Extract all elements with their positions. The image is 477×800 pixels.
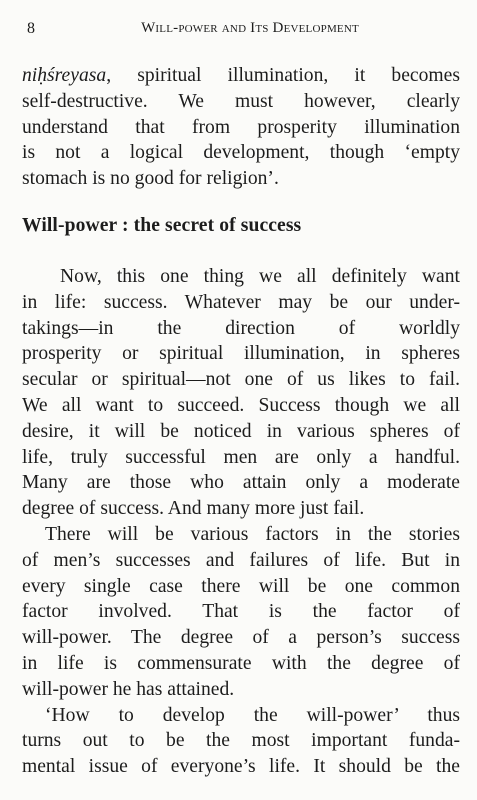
text-line: is not a logical development, though ‘empty: [22, 142, 460, 164]
text-line: in life is commensurate with the degree of: [22, 652, 460, 674]
text-line: in life: success. Whatever may be our under-: [22, 291, 460, 313]
page-number: 8: [27, 20, 36, 37]
text-line: desire, it will be noticed in various spheres of: [22, 420, 460, 442]
text-line-rest: , spiritual illumination, it becomes: [106, 65, 460, 86]
text-line: mental issue of everyone’s life. It should be the: [22, 756, 460, 778]
text-line: secular or spiritual—not one of us likes to fail.: [22, 369, 460, 391]
running-head: [27, 20, 457, 40]
text-line: We all want to succeed. Success though we all: [22, 394, 460, 416]
text-line: Now, this one thing we all definitely want: [60, 266, 460, 287]
text-line: understand that from prosperity illumination: [22, 116, 460, 138]
paragraph-3: [22, 703, 460, 780]
text-line: life, truly successful men are only a handful.: [22, 446, 460, 468]
paragraph-1: [22, 264, 460, 522]
section-heading: Will-power : the secret of success: [22, 215, 302, 236]
opening-paragraph: [22, 63, 460, 192]
text-line: factor involved. That is the factor of: [22, 601, 460, 623]
text-line: Many are those who attain only a moderate: [22, 472, 460, 494]
body-paragraphs: [22, 264, 460, 780]
running-title: Will-power and Its Development: [141, 20, 359, 36]
text-line: [22, 63, 460, 89]
text-line: of men’s successes and failures of life. But in: [22, 549, 460, 571]
text-line: stomach is no good for religion’.: [22, 168, 279, 190]
text-line: ‘How to develop the will-power’ thus: [45, 704, 460, 726]
text-line: takings—in the direction of worldly: [22, 317, 460, 339]
paragraph-2: [22, 522, 460, 703]
text-line: will-power he has attained.: [22, 678, 235, 700]
text-line: turns out to be the most important funda-: [22, 730, 460, 752]
text-line: every single case there will be one common: [22, 575, 460, 597]
italic-term: niḥśreyasa: [22, 65, 107, 86]
text-line: self-destructive. We must however, clearly: [22, 90, 460, 112]
text-line: There will be various factors in the stories: [45, 523, 460, 545]
text-line: prosperity or spiritual illumination, in spheres: [22, 343, 460, 365]
text-line: will-power. The degree of a person’s success: [22, 627, 460, 649]
text-line: degree of success. And many more just fail.: [22, 498, 365, 520]
